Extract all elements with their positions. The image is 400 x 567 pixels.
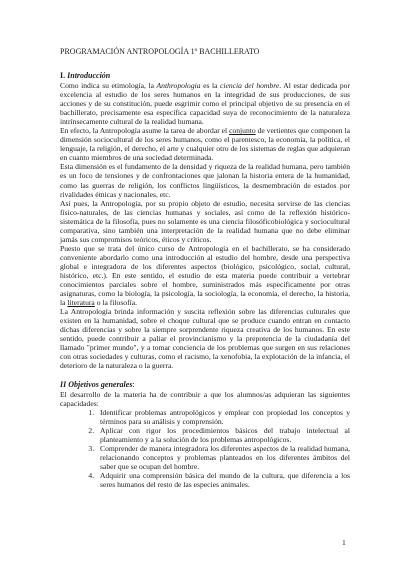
text-run: Como indica su etimología, la (60, 81, 157, 90)
paragraph-curso (60, 244, 350, 307)
text-run: o la filosofía. (94, 298, 137, 308)
text-run: . Al estar dedicada por excelencia al estudio de los seres humanos en la integridad de sus producciones, de sus acciones y de su constitución, puede esgrimir como el principal objetivo de su presencia en el bachillerato, precisamente esa específica capacidad suya de reconocimiento de la naturaleza intrínsecamente cultural de la realidad humana. (60, 81, 350, 127)
section-heading-introduccion (60, 71, 350, 81)
list-item: 1. Identificar problemas antropológicos y emplear con propiedad los conceptos y términos para su análisis y comprensión. (96, 408, 350, 426)
underlined-word-literatura: literatura (67, 298, 95, 308)
paragraph-etimologia (60, 81, 350, 126)
list-item: 3. Comprender de manera integradora los diferentes aspectos de la realidad humana, relacionando conceptos y problemas planteados en los diferentes ámbitos del saber que se ocupan del hombre. (96, 444, 350, 471)
paragraph-dimension-sociocultural (60, 126, 350, 162)
section-heading-objetivos (60, 380, 350, 390)
paragraph-objetivos-intro: El desarrollo de la materia ha de contribuir a que los alumnos/as adquieran las siguientes capacidades: (60, 389, 350, 408)
paragraph-tensiones: Esta dimensión es el fundamento de la densidad y riqueza de la realidad humana, pero también es un foco de tensiones y de confrontaciones que jalonan la historia entera de la humanidad, como las guerras de religión, los conflictos lingüísticos, la desmembración de estados por rivalidades étnicas y nacionales, etc. (60, 162, 350, 199)
text-run: es la (200, 81, 221, 90)
list-item: 2. Aplicar con rigor los procedimientos básicos del trabajo intelectual al planteamiento y a la solución de los problemas antropológicos. (96, 426, 350, 444)
text-run: En efecto, la Antropología asume la tarea de abordar el (60, 126, 230, 136)
italic-term-ciencia-del-hombre: ciencia del hombre (220, 81, 280, 90)
objectives-list (60, 408, 350, 489)
section-heading-text: Introducción (67, 71, 111, 80)
section-number: I. (60, 71, 66, 80)
paragraph-diferencias-culturales: La Antropología brinda información y suscita reflexión sobre las diferencias culturales que existen en la humanidad, sobre el choque cultural que se produce cuando entran en contacto dichas diferencias y sobre la siempre sorprendente riqueza creativa de los humanos. En este sentido, puede contribuir a paliar el provincianismo y la prepotencia de la ciudadanía del llamado "primer mundo", y a tomar conciencia de los problemas que surgen en sus relaciones con otras sociedades y culturas, como el racismo, la xenofobia, la explotación de la infancia, el deterioro de la naturaleza o la guerra. (60, 307, 350, 371)
text-run: Puesto que se trata del único curso de Antropología en el bachillerato, se ha considerado conveniente abordarlo como una introducción al estudio del hombre, desde una perspectiva global e integradora de los diferentes aspectos (biológico, psicológico, social, cultural, histórico, etc.). En este sentido, el estudio de esta materia puede contribuir a vertebrar conocimientos parciales sobre el hombre, suministrados más específicamente por otras asignaturas, como la biología, la psicología, la sociología, la economía, el derecho, la historia, la (60, 243, 350, 308)
paragraph-ciencias: Así pues, la Antropología, por su propio objeto de estudio, necesita servirse de las ciencias físico-naturales, de las ciencias humanas y sociales, así como de la reflexión histórico-sistemática de la filosofía, pues no solamente es una ciencia filosóficobiológica y sociocultural comparativa, sino también una interpretación de la realidad humana que no debe eliminar jamás sus compromisos teóricos, éticos y críticos. (60, 198, 350, 244)
section-heading-text: Objetivos generales (68, 379, 133, 389)
section-heading-colon: : (132, 379, 135, 389)
section-number: II (60, 379, 67, 389)
page-number: 1 (342, 538, 346, 547)
document-title: PROGRAMACIÓN ANTROPOLOGÍA 1º BACHILLERATO (60, 47, 260, 56)
italic-term-anthropologia: Anthropologia (156, 81, 201, 90)
list-item: 4. Adquirir una comprensión básica del mundo de la cultura, que diferencia a los seres humanos del resto de las especies animales. (96, 471, 350, 489)
underlined-word-conjunto: conjunto (229, 126, 256, 136)
text-run: de vertientes que componen la dimensión sociocultural de los seres humanos, como el parentesco, la economía, la política, el lenguaje, la religión, el derecho, el arte y cualquier otro de los sistemas de reglas que adquieran en cuanto miembros de una sociedad determinada. (60, 126, 350, 163)
